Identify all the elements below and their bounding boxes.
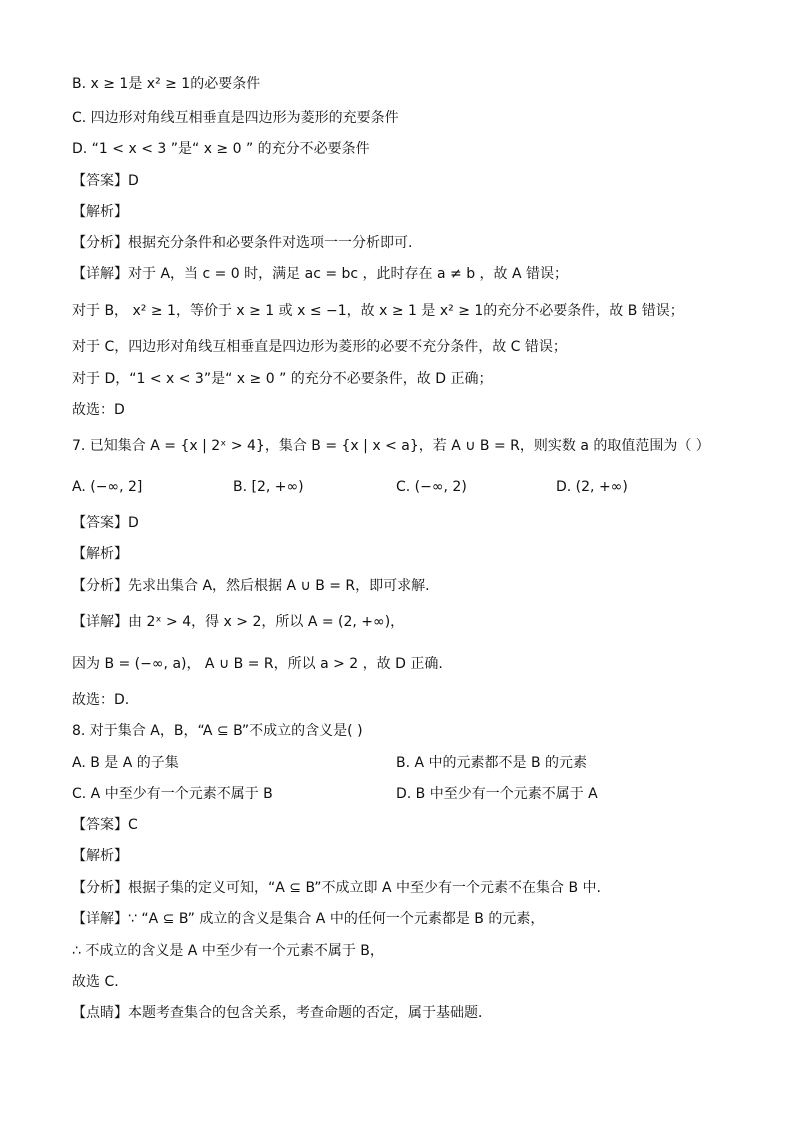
q8-comment: 【点睛】本题考查集合的包含关系，考查命题的否定，属于基础题． (72, 1005, 492, 1021)
q8-detail-1: 【详解】∵ “A ⊆ B” 成立的含义是集合 A 中的任何一个元素都是 B 的元素， (72, 911, 545, 927)
q7-option-a: A. (−∞, 2] (72, 479, 143, 495)
q7-analysis-heading: 【解析】 (72, 546, 128, 562)
q6-detail-b: 对于 B， x² ≥ 1，等价于 x ≥ 1 或 x ≤ −1，故 x ≥ 1 是 x² ≥ 1的充分不必要条件，故 B 错误； (72, 303, 684, 319)
q7-analysis: 【分析】先求出集合 A，然后根据 A ∪ B = R，即可求解. (72, 578, 430, 594)
q6-option-b: B. x ≥ 1是 x² ≥ 1的必要条件 (72, 76, 261, 92)
q8-stem: 8. 对于集合 A，B，“A ⊆ B”不成立的含义是( ) (72, 723, 363, 739)
q8-analysis-heading: 【解析】 (72, 848, 128, 864)
q6-detail-a: 【详解】对于 A，当 c = 0 时，满足 ac = bc ，此时存在 a ≠ b ，故 A 错误； (72, 266, 569, 282)
q6-option-d: D. “1 < x < 3 ”是“ x ≥ 0 ” 的充分不必要条件 (72, 141, 370, 157)
q6-detail-c: 对于 C，四边形对角线互相垂直是四边形为菱形的必要不充分条件，故 C 错误； (72, 339, 567, 355)
q6-option-c: C. 四边形对角线互相垂直是四边形为菱形的充要条件 (72, 110, 399, 126)
q8-choice: 故选 C. (72, 974, 119, 990)
q8-answer: 【答案】C (72, 817, 138, 833)
q8-option-d: D. B 中至少有一个元素不属于 A (396, 786, 598, 802)
q6-detail-d: 对于 D，“1 < x < 3”是“ x ≥ 0 ” 的充分不必要条件，故 D 正确； (72, 371, 493, 387)
q7-detail-1: 【详解】由 2ˣ > 4，得 x > 2，所以 A = (2, +∞)， (72, 614, 405, 630)
q8-option-a: A. B 是 A 的子集 (72, 755, 179, 771)
q7-stem: 7. 已知集合 A = {x | 2ˣ > 4}，集合 B = {x | x < a}，若 A ∪ B = R，则实数 a 的取值范围为（ ） (72, 438, 710, 454)
q7-option-d: D. (2, +∞) (556, 479, 628, 495)
q8-option-c: C. A 中至少有一个元素不属于 B (72, 786, 273, 802)
q6-choice: 故选：D (72, 402, 125, 418)
q6-analysis-heading: 【解析】 (72, 204, 128, 220)
q8-analysis: 【分析】根据子集的定义可知，“A ⊆ B”不成立即 A 中至少有一个元素不在集合 B 中. (72, 880, 601, 896)
q8-option-b: B. A 中的元素都不是 B 的元素 (396, 755, 588, 771)
q8-detail-2: ∴ 不成立的含义是 A 中至少有一个元素不属于 B， (72, 943, 384, 959)
q7-option-c: C. (−∞, 2) (396, 479, 467, 495)
q6-analysis: 【分析】根据充分条件和必要条件对选项一一分析即可. (72, 235, 413, 251)
q7-choice: 故选：D. (72, 692, 130, 708)
q6-answer: 【答案】D (72, 173, 139, 189)
q7-answer: 【答案】D (72, 515, 139, 531)
q7-option-b: B. [2, +∞) (233, 479, 304, 495)
q7-detail-2: 因为 B = (−∞, a)， A ∪ B = R，所以 a > 2 ，故 D 正确. (72, 656, 443, 672)
